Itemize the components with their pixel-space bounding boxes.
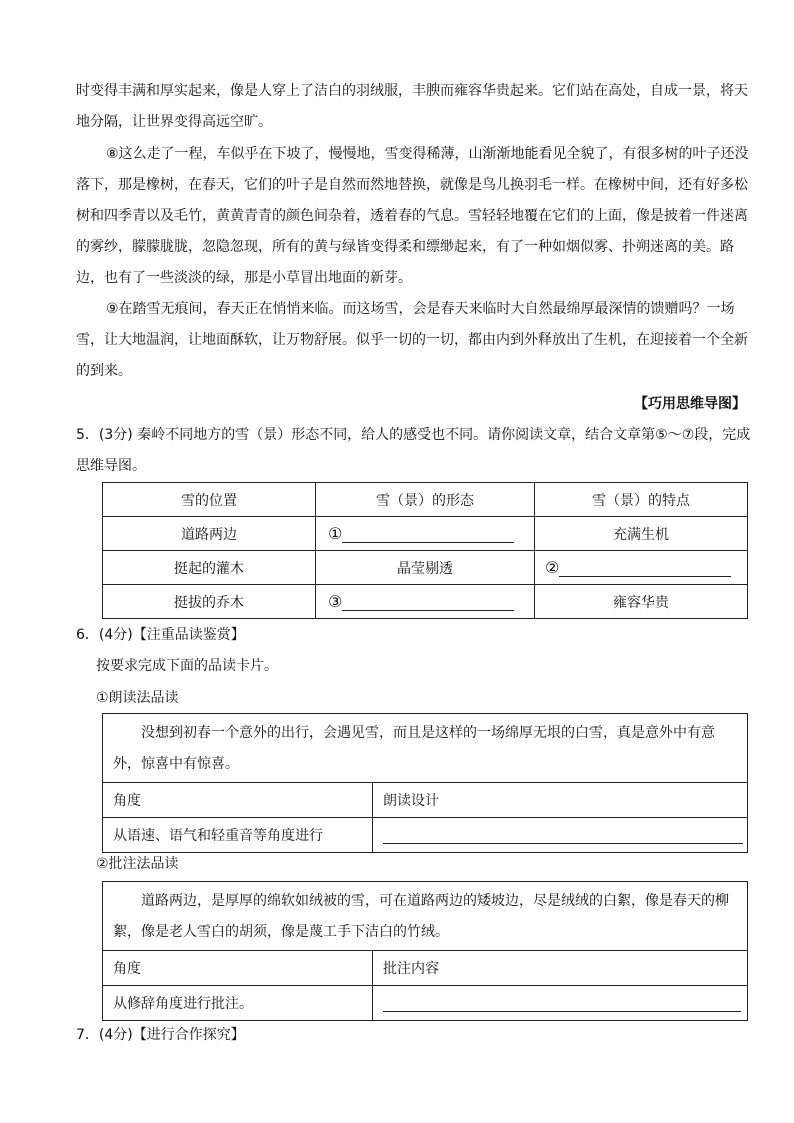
reading-card-1	[102, 713, 748, 853]
q5-row3-form	[316, 585, 535, 619]
reading-card-2	[102, 881, 748, 1021]
q5-header-feature: 雪（景）的特点	[535, 483, 748, 517]
q5-row1-form	[316, 517, 535, 551]
answer-blank-3[interactable]	[342, 594, 514, 611]
q5-row1-position: 道路两边	[103, 517, 316, 551]
answer-marker-1: ①	[328, 524, 343, 543]
q5-header-position: 雪的位置	[103, 483, 316, 517]
card1-angle: 从语速、语气和轻重音等角度进行	[103, 818, 373, 853]
q5-row1-feature: 充满生机	[535, 517, 748, 551]
q5-mindmap-table	[102, 482, 748, 619]
card2-text: 道路两边，是厚厚的绵软如绒被的雪，可在道路两边的矮坡边，尽是绒绒的白絮，像是春天的柳絮，像是老人雪白的胡须，像是蔑工手下洁白的竹绒。	[103, 882, 747, 951]
passage-paragraph-7-end: 时变得丰满和厚实起来，像是人穿上了洁白的羽绒服，丰腴而雍容华贵起来。它们站在高处，自成一景，将天地分隔，让世界变得高远空旷。	[76, 83, 748, 130]
card2-answer-cell	[373, 986, 748, 1021]
card2-title: ②批注法品读	[96, 856, 179, 872]
section-tag: 【巧用思维导图】	[634, 396, 746, 412]
card1-text: 没想到初春一个意外的出行，会遇见雪，而且是这样的一场绵厚无垠的白雪，真是意外中有意外，惊喜中有惊喜。	[103, 714, 747, 783]
card1-header-angle: 角度	[103, 783, 373, 818]
q5-header-form: 雪（景）的形态	[316, 483, 535, 517]
card1-header-design: 朗读设计	[383, 793, 439, 809]
passage-paragraph-9: ⑨在踏雪无痕间，春天正在悄悄来临。而这场雪，会是春天来临时大自然最绵厚最深情的馈赠吗？一场雪，让大地温润，让地面酥软，让万物舒展。似乎一切的一切，都由内到外释放出了生机，在迎接着一个全新的到来。	[76, 301, 748, 379]
q5-row2-position: 挺起的灌木	[103, 551, 316, 585]
q5-row3-feature: 雍容华贵	[535, 585, 748, 619]
answer-blank-1[interactable]	[342, 526, 514, 543]
q7-stem: 7．(4分)【进行合作探究】	[76, 1027, 245, 1043]
card2-answer-blank[interactable]	[383, 995, 741, 1012]
answer-marker-2: ②	[545, 558, 560, 577]
q6-stem: 6．(4分)【注重品读鉴赏】	[76, 627, 245, 643]
card1-title: ①朗读法品读	[96, 690, 179, 706]
passage-paragraph-8: ⑧这么走了一程，车似乎在下坡了，慢慢地，雪变得稀薄，山渐渐地能看见全貌了，有很多树的叶子还没落下，那是橡树，在春天，它们的叶子是自然而然地替换，就像是鸟儿换羽毛一样。在橡树中间，还有好多松树和四季青以及毛竹，黄黄青青的颜色间杂着，透着春的气息。雪轻轻地覆在它们的上面，像是披着一件迷离的雾纱，朦朦胧胧，忽隐忽现，所有的黄与绿皆变得柔和缥缈起来，有了一种如烟似雾、扑朔迷离的美。路边，也有了一些淡淡的绿，那是小草冒出地面的新芽。	[76, 146, 749, 286]
answer-blank-2[interactable]	[559, 560, 731, 577]
q5-row2-form: 晶莹剔透	[316, 551, 535, 585]
answer-marker-3: ③	[328, 592, 343, 611]
card1-answer-blank[interactable]	[383, 827, 743, 844]
card2-header-angle: 角度	[103, 951, 373, 986]
q5-row2-feature	[535, 551, 748, 585]
card2-angle: 从修辞角度进行批注。	[103, 986, 373, 1021]
q6-instruction: 按要求完成下面的品读卡片。	[96, 658, 278, 674]
card2-header-annotation: 批注内容	[383, 961, 439, 977]
card1-answer-cell	[373, 818, 748, 853]
q5-row3-position: 挺拔的乔木	[103, 585, 316, 619]
q5-stem: 5．(3分) 秦岭不同地方的雪（景）形态不同，给人的感受也不同。请你阅读文章，结合文章第⑤～⑦段，完成思维导图。	[76, 427, 751, 474]
